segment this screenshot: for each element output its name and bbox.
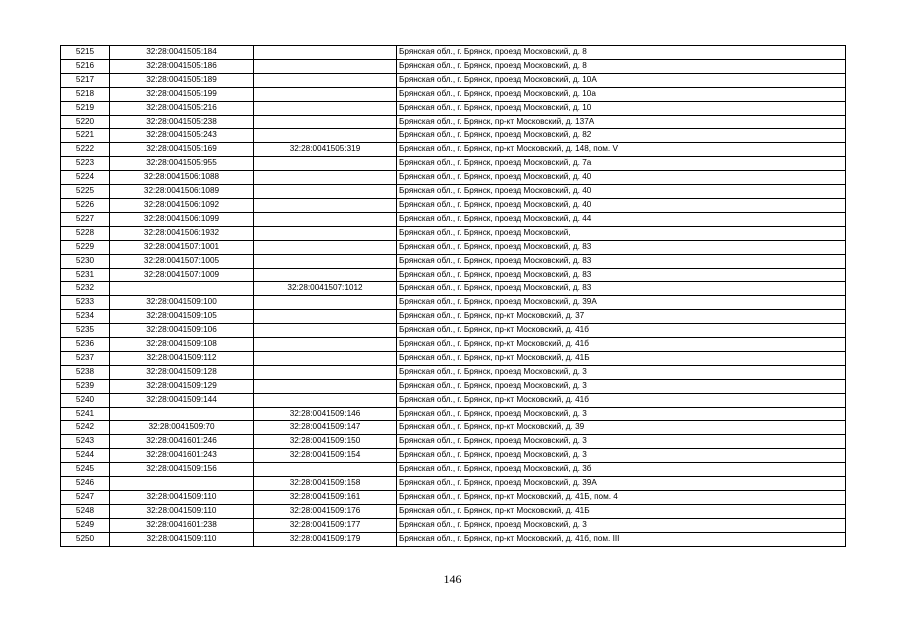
table-row — [61, 129, 846, 143]
address-cell: Брянская обл., г. Брянск, проезд Московский, д. 3 — [397, 449, 846, 463]
table-row — [61, 296, 846, 310]
row-number-cell: 5239 — [61, 379, 110, 393]
address-cell: Брянская обл., г. Брянск, пр-кт Московский, д. 41Б — [397, 504, 846, 518]
cadastral-number-secondary-cell — [254, 463, 397, 477]
cadastral-number-secondary-cell — [254, 393, 397, 407]
row-number-cell: 5219 — [61, 101, 110, 115]
address-cell: Брянская обл., г. Брянск, проезд Московский, д. 39А — [397, 296, 846, 310]
address-cell: Брянская обл., г. Брянск, проезд Московский, д. 10А — [397, 73, 846, 87]
table-row — [61, 268, 846, 282]
cadastral-number-cell — [110, 282, 254, 296]
table-row — [61, 324, 846, 338]
table-row — [61, 407, 846, 421]
row-number-cell: 5231 — [61, 268, 110, 282]
table-row — [61, 101, 846, 115]
row-number-cell: 5240 — [61, 393, 110, 407]
row-number-cell: 5234 — [61, 310, 110, 324]
cadastral-number-secondary-cell: 32:28:0041509:176 — [254, 504, 397, 518]
cadastral-number-cell: 32:28:0041509:100 — [110, 296, 254, 310]
address-cell: Брянская обл., г. Брянск, пр-кт Московский, д. 41б — [397, 338, 846, 352]
cadastral-number-cell: 32:28:0041507:1009 — [110, 268, 254, 282]
cadastral-number-cell: 32:28:0041506:1092 — [110, 198, 254, 212]
table-row — [61, 477, 846, 491]
address-cell: Брянская обл., г. Брянск, проезд Московский, д. 44 — [397, 212, 846, 226]
row-number-cell: 5242 — [61, 421, 110, 435]
address-cell: Брянская обл., г. Брянск, пр-кт Московский, д. 41б, пом. III — [397, 532, 846, 546]
row-number-cell: 5218 — [61, 87, 110, 101]
address-cell: Брянская обл., г. Брянск, проезд Московский, д. 7а — [397, 157, 846, 171]
cadastral-number-secondary-cell: 32:28:0041509:146 — [254, 407, 397, 421]
cadastral-number-cell: 32:28:0041507:1001 — [110, 240, 254, 254]
table-row — [61, 254, 846, 268]
cadastral-number-secondary-cell: 32:28:0041509:154 — [254, 449, 397, 463]
table-row — [61, 532, 846, 546]
table-row — [61, 421, 846, 435]
table-row — [61, 226, 846, 240]
address-cell: Брянская обл., г. Брянск, проезд Московский, д. 40 — [397, 171, 846, 185]
address-cell: Брянская обл., г. Брянск, проезд Московский, д. 3 — [397, 407, 846, 421]
table-row — [61, 115, 846, 129]
cadastral-number-cell — [110, 477, 254, 491]
table-row — [61, 46, 846, 60]
cadastral-number-secondary-cell — [254, 212, 397, 226]
cadastral-number-cell: 32:28:0041509:129 — [110, 379, 254, 393]
row-number-cell: 5217 — [61, 73, 110, 87]
address-cell: Брянская обл., г. Брянск, проезд Московский, д. 3б — [397, 463, 846, 477]
address-cell: Брянская обл., г. Брянск, проезд Московский, д. 8 — [397, 59, 846, 73]
row-number-cell: 5222 — [61, 143, 110, 157]
cadastral-number-cell: 32:28:0041506:1088 — [110, 171, 254, 185]
cadastral-number-cell: 32:28:0041509:110 — [110, 491, 254, 505]
cadastral-number-secondary-cell — [254, 73, 397, 87]
row-number-cell: 5245 — [61, 463, 110, 477]
address-cell: Брянская обл., г. Брянск, проезд Московский, д. 83 — [397, 240, 846, 254]
address-cell: Брянская обл., г. Брянск, проезд Московский, д. 3 — [397, 518, 846, 532]
row-number-cell: 5225 — [61, 185, 110, 199]
address-cell: Брянская обл., г. Брянск, проезд Московский, д. 40 — [397, 198, 846, 212]
cadastral-number-secondary-cell: 32:28:0041509:147 — [254, 421, 397, 435]
cadastral-number-secondary-cell — [254, 226, 397, 240]
row-number-cell: 5250 — [61, 532, 110, 546]
row-number-cell: 5243 — [61, 435, 110, 449]
cadastral-number-secondary-cell — [254, 254, 397, 268]
address-cell: Брянская обл., г. Брянск, пр-кт Московский, д. 39 — [397, 421, 846, 435]
cadastral-number-cell: 32:28:0041509:156 — [110, 463, 254, 477]
cadastral-number-cell: 32:28:0041505:238 — [110, 115, 254, 129]
cadastral-number-secondary-cell — [254, 310, 397, 324]
cadastral-number-cell: 32:28:0041505:169 — [110, 143, 254, 157]
cadastral-number-cell: 32:28:0041505:186 — [110, 59, 254, 73]
row-number-cell: 5230 — [61, 254, 110, 268]
table-row — [61, 212, 846, 226]
cadastral-number-secondary-cell — [254, 157, 397, 171]
cadastral-number-cell: 32:28:0041506:1089 — [110, 185, 254, 199]
cadastral-number-cell: 32:28:0041509:70 — [110, 421, 254, 435]
cadastral-number-secondary-cell — [254, 268, 397, 282]
table-row — [61, 504, 846, 518]
cadastral-number-secondary-cell: 32:28:0041509:179 — [254, 532, 397, 546]
cadastral-number-cell: 32:28:0041505:955 — [110, 157, 254, 171]
cadastral-number-cell: 32:28:0041505:216 — [110, 101, 254, 115]
cadastral-number-secondary-cell — [254, 129, 397, 143]
cadastral-number-cell: 32:28:0041505:199 — [110, 87, 254, 101]
records-table — [60, 45, 846, 547]
row-number-cell: 5216 — [61, 59, 110, 73]
table-row — [61, 310, 846, 324]
cadastral-number-secondary-cell: 32:28:0041507:1012 — [254, 282, 397, 296]
row-number-cell: 5227 — [61, 212, 110, 226]
address-cell: Брянская обл., г. Брянск, проезд Московский, д. 10 — [397, 101, 846, 115]
address-cell: Брянская обл., г. Брянск, проезд Московский, д. 83 — [397, 282, 846, 296]
address-cell: Брянская обл., г. Брянск, проезд Московский, д. 3 — [397, 435, 846, 449]
cadastral-number-cell: 32:28:0041509:110 — [110, 504, 254, 518]
cadastral-number-secondary-cell — [254, 87, 397, 101]
address-cell: Брянская обл., г. Брянск, проезд Московский, д. 10а — [397, 87, 846, 101]
cadastral-number-cell: 32:28:0041509:108 — [110, 338, 254, 352]
address-cell: Брянская обл., г. Брянск, проезд Московский, д. 3 — [397, 365, 846, 379]
cadastral-number-secondary-cell: 32:28:0041509:177 — [254, 518, 397, 532]
address-cell: Брянская обл., г. Брянск, пр-кт Московский, д. 41Б — [397, 351, 846, 365]
cadastral-number-cell: 32:28:0041601:238 — [110, 518, 254, 532]
table-row — [61, 338, 846, 352]
table-row — [61, 198, 846, 212]
table-row — [61, 435, 846, 449]
table-row — [61, 87, 846, 101]
cadastral-number-secondary-cell — [254, 365, 397, 379]
cadastral-number-cell: 32:28:0041601:243 — [110, 449, 254, 463]
cadastral-number-secondary-cell — [254, 46, 397, 60]
table-row — [61, 157, 846, 171]
row-number-cell: 5236 — [61, 338, 110, 352]
row-number-cell: 5247 — [61, 491, 110, 505]
row-number-cell: 5232 — [61, 282, 110, 296]
row-number-cell: 5220 — [61, 115, 110, 129]
cadastral-number-secondary-cell — [254, 59, 397, 73]
row-number-cell: 5248 — [61, 504, 110, 518]
table-row — [61, 379, 846, 393]
cadastral-number-cell: 32:28:0041509:105 — [110, 310, 254, 324]
address-cell: Брянская обл., г. Брянск, проезд Московский, д. 40 — [397, 185, 846, 199]
row-number-cell: 5244 — [61, 449, 110, 463]
cadastral-number-cell: 32:28:0041509:128 — [110, 365, 254, 379]
address-cell: Брянская обл., г. Брянск, пр-кт Московский, д. 41Б, пом. 4 — [397, 491, 846, 505]
row-number-cell: 5237 — [61, 351, 110, 365]
cadastral-number-cell: 32:28:0041506:1932 — [110, 226, 254, 240]
cadastral-number-secondary-cell: 32:28:0041505:319 — [254, 143, 397, 157]
row-number-cell: 5235 — [61, 324, 110, 338]
cadastral-number-cell — [110, 407, 254, 421]
page-number: 146 — [443, 572, 462, 586]
row-number-cell: 5223 — [61, 157, 110, 171]
table-row — [61, 171, 846, 185]
table-row — [61, 449, 846, 463]
row-number-cell: 5221 — [61, 129, 110, 143]
table-row — [61, 463, 846, 477]
cadastral-number-secondary-cell — [254, 101, 397, 115]
address-cell: Брянская обл., г. Брянск, пр-кт Московский, д. 37 — [397, 310, 846, 324]
cadastral-number-cell: 32:28:0041509:112 — [110, 351, 254, 365]
table-row — [61, 351, 846, 365]
address-cell: Брянская обл., г. Брянск, проезд Московский, — [397, 226, 846, 240]
cadastral-number-secondary-cell: 32:28:0041509:158 — [254, 477, 397, 491]
cadastral-number-cell: 32:28:0041507:1005 — [110, 254, 254, 268]
cadastral-number-cell: 32:28:0041509:106 — [110, 324, 254, 338]
cadastral-number-cell: 32:28:0041509:110 — [110, 532, 254, 546]
cadastral-number-secondary-cell — [254, 240, 397, 254]
table-row — [61, 59, 846, 73]
cadastral-number-secondary-cell — [254, 171, 397, 185]
address-cell: Брянская обл., г. Брянск, пр-кт Московский, д. 148, пом. V — [397, 143, 846, 157]
address-cell: Брянская обл., г. Брянск, проезд Московский, д. 83 — [397, 254, 846, 268]
row-number-cell: 5229 — [61, 240, 110, 254]
table-row — [61, 240, 846, 254]
table-row — [61, 365, 846, 379]
cadastral-number-cell: 32:28:0041505:189 — [110, 73, 254, 87]
cadastral-number-secondary-cell — [254, 198, 397, 212]
address-cell: Брянская обл., г. Брянск, проезд Московский, д. 3 — [397, 379, 846, 393]
address-cell: Брянская обл., г. Брянск, проезд Московский, д. 82 — [397, 129, 846, 143]
row-number-cell: 5233 — [61, 296, 110, 310]
row-number-cell: 5249 — [61, 518, 110, 532]
address-cell: Брянская обл., г. Брянск, проезд Московский, д. 8 — [397, 46, 846, 60]
table-row — [61, 185, 846, 199]
cadastral-number-secondary-cell — [254, 296, 397, 310]
table-row — [61, 491, 846, 505]
records-table-body — [61, 46, 846, 547]
address-cell: Брянская обл., г. Брянск, пр-кт Московский, д. 137А — [397, 115, 846, 129]
row-number-cell: 5226 — [61, 198, 110, 212]
cadastral-number-secondary-cell: 32:28:0041509:150 — [254, 435, 397, 449]
row-number-cell: 5224 — [61, 171, 110, 185]
cadastral-number-secondary-cell: 32:28:0041509:161 — [254, 491, 397, 505]
cadastral-number-secondary-cell — [254, 115, 397, 129]
table-row — [61, 393, 846, 407]
address-cell: Брянская обл., г. Брянск, пр-кт Московский, д. 41б — [397, 324, 846, 338]
table-row — [61, 518, 846, 532]
cadastral-number-cell: 32:28:0041509:144 — [110, 393, 254, 407]
row-number-cell: 5238 — [61, 365, 110, 379]
row-number-cell: 5215 — [61, 46, 110, 60]
cadastral-number-cell: 32:28:0041505:243 — [110, 129, 254, 143]
cadastral-number-secondary-cell — [254, 324, 397, 338]
table-row — [61, 143, 846, 157]
row-number-cell: 5246 — [61, 477, 110, 491]
table-row — [61, 282, 846, 296]
cadastral-number-secondary-cell — [254, 351, 397, 365]
cadastral-number-secondary-cell — [254, 338, 397, 352]
address-cell: Брянская обл., г. Брянск, проезд Московский, д. 83 — [397, 268, 846, 282]
cadastral-number-secondary-cell — [254, 379, 397, 393]
address-cell: Брянская обл., г. Брянск, пр-кт Московский, д. 41б — [397, 393, 846, 407]
cadastral-number-cell: 32:28:0041506:1099 — [110, 212, 254, 226]
row-number-cell: 5228 — [61, 226, 110, 240]
row-number-cell: 5241 — [61, 407, 110, 421]
table-row — [61, 73, 846, 87]
cadastral-number-cell: 32:28:0041505:184 — [110, 46, 254, 60]
cadastral-number-secondary-cell — [254, 185, 397, 199]
address-cell: Брянская обл., г. Брянск, проезд Московский, д. 39А — [397, 477, 846, 491]
cadastral-number-cell: 32:28:0041601:246 — [110, 435, 254, 449]
